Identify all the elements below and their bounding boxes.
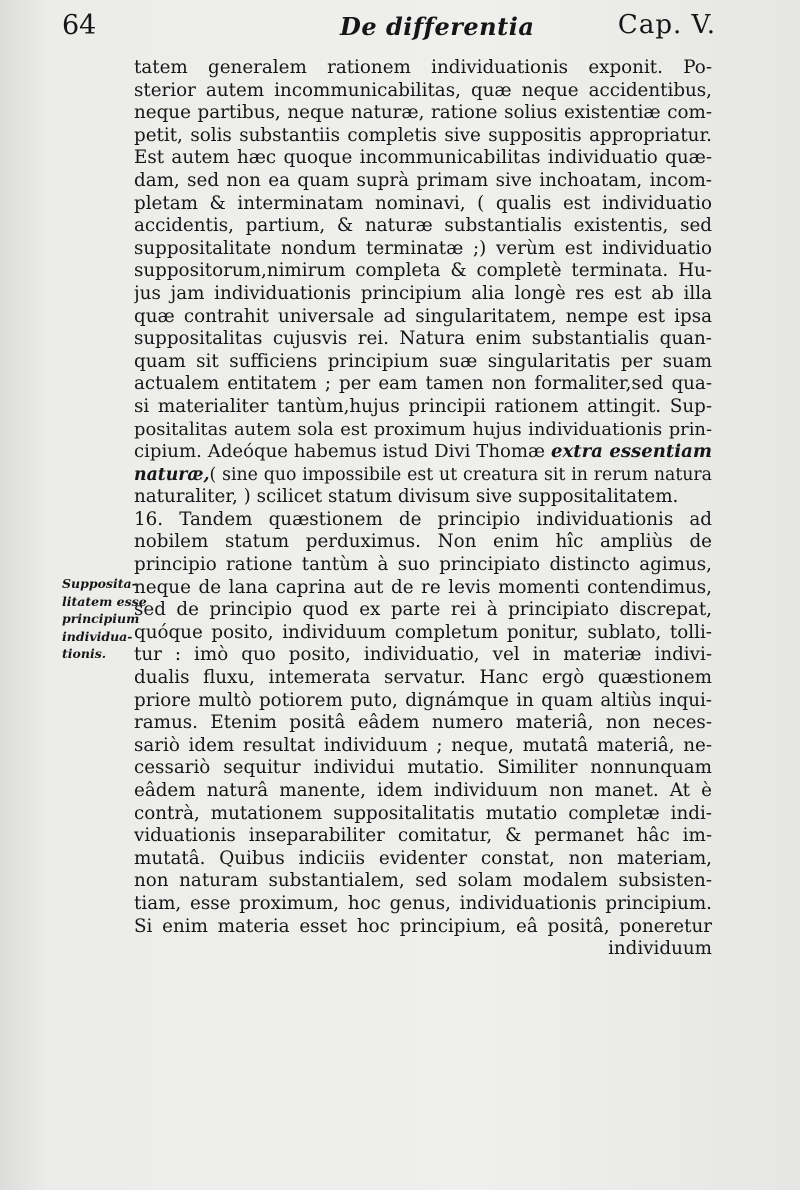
margin-note-line: principium bbox=[62, 611, 140, 627]
text-line: sariò idem resultat individuum ; neque, mutatâ materiâ, ne- bbox=[134, 734, 712, 756]
text-line bbox=[134, 464, 712, 487]
page-number: 64 bbox=[62, 10, 97, 41]
text-line: 16. Tandem quæstionem de principio individuationis ad bbox=[134, 508, 712, 530]
text-line: dam, sed non ea quam suprà primam sive inchoatam, incom- bbox=[134, 169, 712, 191]
text-line: accidentis, partium, & naturæ substantialis existentis, sed bbox=[134, 215, 712, 237]
text-line: non naturam substantialem, sed solam modalem subsisten- bbox=[134, 870, 712, 892]
text-line: petit, solis substantiis completis sive suppositis appropriatur. bbox=[134, 124, 712, 146]
margin-note-line: litatem esse bbox=[62, 593, 147, 609]
body-text bbox=[134, 57, 712, 961]
text-line: tur : imò quo posito, individuatio, vel in materiæ indivi- bbox=[134, 644, 712, 666]
text-line: Est autem hæc quoque incommunicabilitas individuatio quæ- bbox=[134, 147, 712, 169]
text-line: neque de lana caprina aut de re levis momenti contendimus, bbox=[134, 576, 712, 598]
margin-note bbox=[62, 575, 147, 663]
text-line: jus jam individuationis principium alia longè res est ab illa bbox=[134, 282, 712, 304]
text-line: neque partibus, neque naturæ, ratione solius existentiæ com- bbox=[134, 102, 712, 124]
text-line: Si enim materia esset hoc principium, eâ positâ, poneretur bbox=[134, 915, 712, 937]
text-line: ramus. Etenim positâ eâdem numero materiâ, non neces- bbox=[134, 712, 712, 734]
text-span: ( sine quo impossibile est ut creatura sit in rerum natura bbox=[209, 464, 712, 485]
text-line bbox=[134, 441, 712, 464]
text-line: tatem generalem rationem individuationis exponit. Po- bbox=[134, 57, 712, 78]
page-header bbox=[60, 10, 716, 50]
margin-note-line: tionis. bbox=[62, 646, 107, 662]
text-line: pletam & interminatam nominavi, ( qualis est individuatio bbox=[134, 192, 712, 214]
chapter-label: Cap. V. bbox=[617, 10, 716, 40]
margin-note-line: Supposita- bbox=[62, 576, 137, 591]
catchword: individuum bbox=[608, 938, 712, 960]
text-line: principio ratione tantùm à suo principiato distincto agimus, bbox=[134, 554, 712, 576]
text-span: cipium. Adeóque habemus istud Divi Thomæ bbox=[134, 441, 546, 463]
margin-note-line: individua- bbox=[62, 628, 133, 644]
text-line: tiam, esse proximum, hoc genus, individuationis principium. bbox=[134, 892, 712, 914]
text-line: contrà, mutationem suppositalitatis mutatio completæ indi- bbox=[134, 802, 712, 824]
text-line: dualis fluxu, intemerata servatur. Hanc ergò quæstionem bbox=[134, 667, 712, 689]
text-line: naturaliter, ) scilicet statum divisum sive suppositalitatem. bbox=[134, 486, 679, 508]
italic-phrase: extra essentiam bbox=[550, 441, 712, 463]
text-line: priore multò potiorem puto, dignámque in quam altiùs inqui- bbox=[134, 689, 712, 711]
text-line: actualem entitatem ; per eam tamen non formaliter,sed qua- bbox=[134, 373, 712, 395]
text-line: quóque posito, individuum completum ponitur, sublato, tolli- bbox=[134, 621, 712, 643]
text-line: positalitas autem sola est proximum hujus individuationis prin- bbox=[134, 418, 712, 440]
text-line: si materialiter tantùm,hujus principii rationem attingit. Sup- bbox=[134, 395, 712, 417]
text-line: viduationis inseparabiliter comitatur, & permanet hâc im- bbox=[134, 825, 712, 847]
text-line: suppositalitate nondum terminatæ ;) verùm est individuatio bbox=[134, 237, 712, 259]
text-line: eâdem naturâ manente, idem individuum non manet. At è bbox=[134, 780, 712, 801]
text-line: nobilem statum perduximus. Non enim hîc ampliùs de bbox=[134, 531, 712, 553]
text-line: suppositalitas cujusvis rei. Natura enim substantialis quan- bbox=[134, 328, 712, 350]
text-line: sed de principio quod ex parte rei à principiato discrepat, bbox=[134, 599, 712, 621]
text-line: mutatâ. Quibus indiciis evidenter constat, non materiam, bbox=[134, 847, 712, 869]
text-line: quam sit sufficiens principium suæ singularitatis per suam bbox=[134, 350, 712, 372]
text-line: cessariò sequitur individui mutatio. Similiter nonnunquam bbox=[134, 757, 712, 779]
italic-phrase: naturæ, bbox=[134, 464, 210, 485]
text-line: suppositorum,nimirum completa & completè terminata. Hu- bbox=[134, 260, 712, 282]
running-title: De differentia bbox=[340, 12, 535, 41]
text-line: sterior autem incommunicabilitas, quæ neque accidentibus, bbox=[134, 79, 712, 101]
text-line: quæ contrahit universale ad singularitatem, nempe est ipsa bbox=[134, 305, 712, 327]
